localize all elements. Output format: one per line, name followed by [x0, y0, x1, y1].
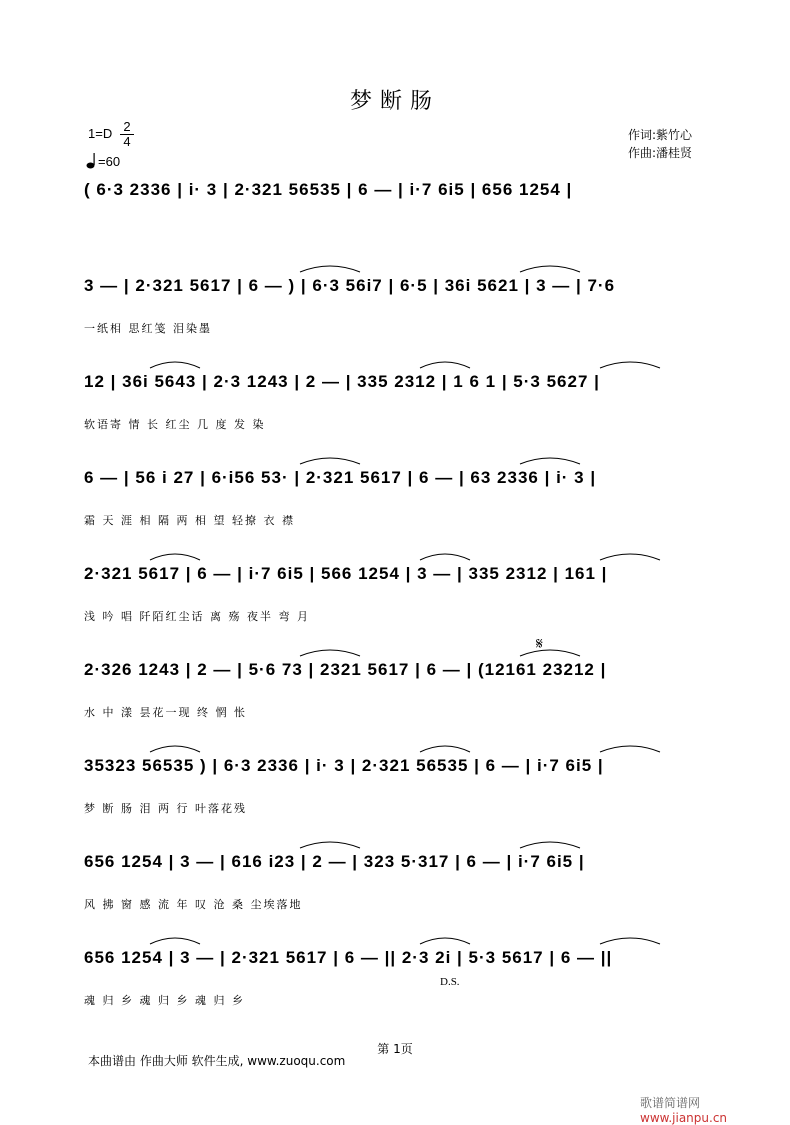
watermark-site: www.jianpu.cn — [640, 1111, 728, 1125]
staff-notes: 35323 56535 ) | 6·3 2336 | i· 3 | 2·321 56535 | 6 — | i·7 6i5 | — [84, 756, 604, 775]
key-signature: 1=D — [88, 126, 113, 141]
slur-marks — [0, 430, 790, 470]
time-bottom: 4 — [123, 134, 131, 149]
slur-marks — [0, 142, 790, 182]
slur-marks — [0, 526, 790, 566]
staff-notes: 3 — | 2·321 5617 | 6 — ) | 6·3 56i7 | 6·5 | 36i 5621 | 3 — | 7·6 — [84, 276, 616, 295]
staff-lyrics: 魂 归 乡 魂 归 乡 魂 归 乡 — [84, 994, 245, 1007]
slur-marks — [0, 238, 790, 278]
segno-mark: 𝄋 — [536, 634, 543, 653]
staff-lyrics: 风 拂 窗 感 流 年 叹 沧 桑 尘埃落地 — [84, 898, 303, 911]
slur-marks — [0, 622, 790, 662]
slur-marks — [0, 334, 790, 374]
staff-lyrics: 霜 天 涯 相 隔 两 相 望 轻撩 衣 襟 — [84, 514, 295, 527]
software-credit: 本曲谱由 作曲大师 软件生成, www.zuoqu.com — [88, 1054, 346, 1068]
staff-notes: 656 1254 | 3 — | 2·321 5617 | 6 — || 2·3 2i | 5·3 5617 | 6 — || — [84, 948, 613, 967]
slur-marks — [0, 910, 790, 950]
page-title: 梦断肠 — [349, 89, 440, 114]
staff-notes: 656 1254 | 3 — | 616 i23 | 2 — | 323 5·317 | 6 — | i·7 6i5 | — [84, 852, 585, 871]
staff-notes: ( 6·3 2336 | i· 3 | 2·321 56535 | 6 — | i·7 6i5 | 656 1254 | — [84, 180, 573, 199]
lyricist: 作词:紫竹心 — [628, 128, 693, 142]
tempo-value: =60 — [98, 154, 121, 169]
staff-notes: 2·321 5617 | 6 — | i·7 6i5 | 566 1254 | 3 — | 335 2312 | 161 | — [84, 564, 608, 583]
ds-mark: D.S. — [440, 976, 460, 988]
staff-notes: 12 | 36i 5643 | 2·3 1243 | 2 — | 335 2312 | 1 6 1 | 5·3 5627 | — [84, 372, 600, 391]
page-number: 第 1页 — [377, 1042, 413, 1056]
staff-notes: 6 — | 56 i 27 | 6·i56 53· | 2·321 5617 | 6 — | 63 2336 | i· 3 | — [84, 468, 597, 487]
staff-lyrics: 梦 断 肠 泪 两 行 叶落花残 — [84, 802, 247, 815]
staff-lyrics: 浅 吟 唱 阡陌红尘话 离 殇 夜半 弯 月 — [84, 610, 310, 623]
watermark — [640, 1094, 790, 1125]
staff-lyrics: 软语寄 情 长 红尘 几 度 发 染 — [84, 418, 266, 431]
slur-marks — [0, 814, 790, 854]
time-top: 2 — [120, 120, 134, 135]
staff-lyrics: 一纸相 思红笺 泪染墨 — [84, 322, 212, 335]
slur-marks — [0, 718, 790, 758]
watermark-text: 歌谱简谱网 — [640, 1096, 701, 1110]
staff-lyrics: 水 中 漾 昙花一现 终 惘 怅 — [84, 706, 247, 719]
staff-notes: 2·326 1243 | 2 — | 5·6 73 | 2321 5617 | 6 — | (12161 23212 | — [84, 660, 607, 679]
composer: 作曲:潘桂贤 — [628, 146, 693, 160]
